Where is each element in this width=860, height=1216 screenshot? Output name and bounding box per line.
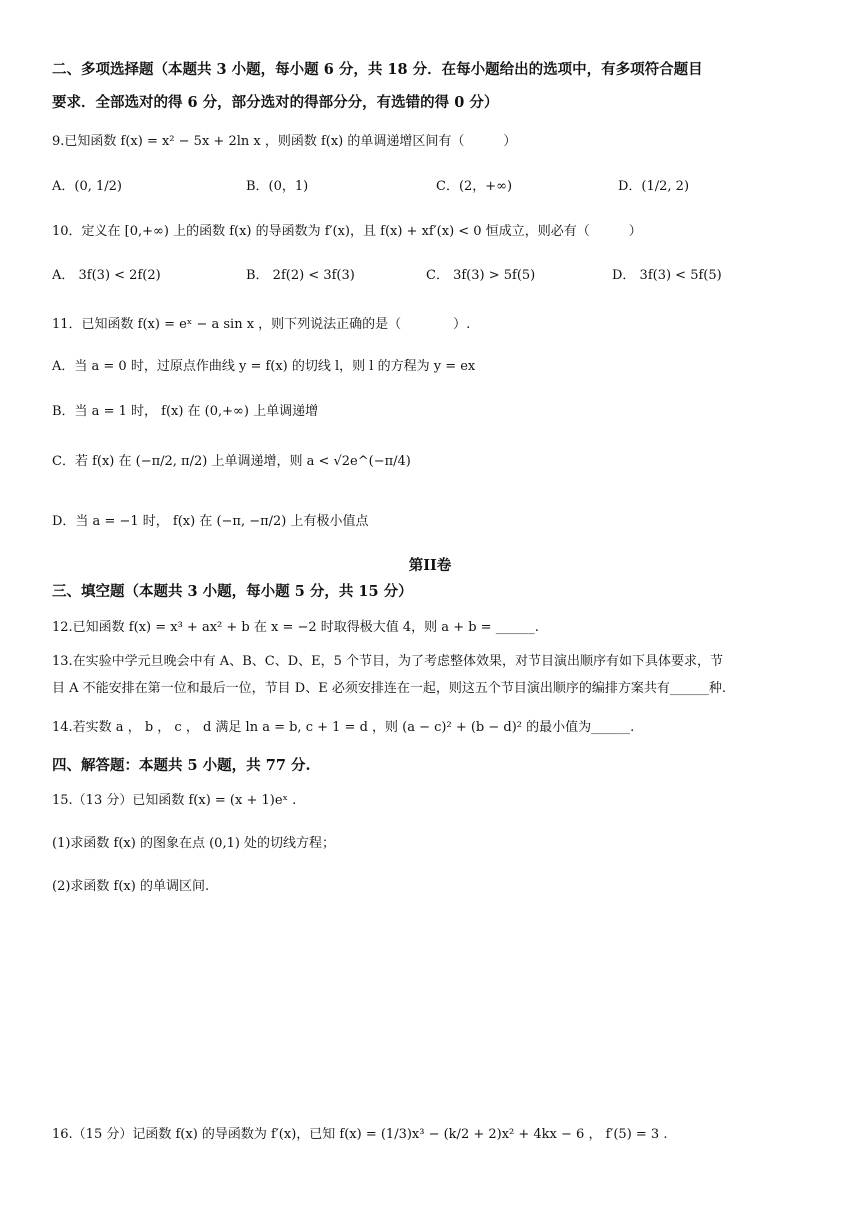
q11-option-c: C．若 f(x) 在 (−π/2, π/2) 上单调递增，则 a < √2e^(−π/4) — [52, 454, 411, 469]
q16-stem: 16.（15 分）记函数 f(x) 的导函数为 f′(x)，已知 f(x) = (1/3)x³ − (k/2 + 2)x² + 4kx − 6 ， f′(5) = 3 . — [52, 1127, 668, 1142]
q9-option-d: D．(1/2, 2) — [618, 179, 690, 194]
q9-option-b: B．(0，1) — [246, 179, 309, 194]
section3-heading: 三、填空题（本题共 3 小题，每小题 5 分，共 15 分） — [52, 583, 413, 600]
q15-part-1: (1)求函数 f(x) 的图象在点 (0,1) 处的切线方程； — [52, 836, 336, 851]
q14-stem: 14.若实数 a ， b ， c ， d 满足 ln a = b, c + 1 = d ，则 (a − c)² + (b − d)² 的最小值为______. — [52, 720, 635, 735]
q10-stem: 10．定义在 [0,+∞) 上的函数 f(x) 的导函数为 f′(x)，且 f(x) + xf′(x) < 0 恒成立，则必有（ ） — [52, 224, 642, 239]
q15-stem: 15.（13 分）已知函数 f(x) = (x + 1)eˣ . — [52, 793, 297, 808]
q10-option-b: B． 2f(2) < 3f(3) — [246, 268, 355, 283]
q9-stem: 9.已知函数 f(x) = x² − 5x + 2ln x ，则函数 f(x) 的单调递增区间有（ ） — [52, 134, 517, 149]
q15-part-2: (2)求函数 f(x) 的单调区间. — [52, 879, 210, 894]
q12-stem: 12.已知函数 f(x) = x³ + ax² + b 在 x = −2 时取得极大值 4，则 a + b = ______. — [52, 620, 539, 635]
q9-options — [52, 170, 816, 204]
q9-option-a: A．(0, 1/2) — [52, 179, 122, 194]
q9-option-c: C．(2，+∞) — [436, 179, 513, 194]
section4-heading: 四、解答题：本题共 5 小题，共 77 分. — [52, 757, 311, 774]
q10-option-a: A． 3f(3) < 2f(2) — [52, 268, 161, 283]
q11-option-a: A．当 a = 0 时，过原点作曲线 y = f(x) 的切线 l，则 l 的方程为 y = ex — [52, 359, 476, 374]
section2-heading-line2: 要求．全部选对的得 6 分，部分选对的得部分分，有选错的得 0 分） — [52, 94, 499, 111]
part2-title: 第II卷 — [408, 557, 452, 574]
q10-option-c: C． 3f(3) > 5f(5) — [426, 268, 536, 283]
q13-stem-line1: 13.在实验中学元旦晚会中有 A、B、C、D、E，5 个节目，为了考虑整体效果，对节目演出顺序有如下具体要求，节 — [52, 654, 724, 669]
q13-stem-line2: 目 A 不能安排在第一位和最后一位，节目 D、E 必须安排连在一起，则这五个节目演出顺序的编排方案共有______种. — [52, 681, 726, 696]
q11-option-d: D．当 a = −1 时， f(x) 在 (−π, −π/2) 上有极小值点 — [52, 514, 369, 529]
q11-stem: 11．已知函数 f(x) = eˣ − a sin x ，则下列说法正确的是（ ）. — [52, 317, 471, 332]
q11-option-b: B．当 a = 1 时， f(x) 在 (0,+∞) 上单调递增 — [52, 404, 319, 419]
q10-options — [52, 262, 816, 296]
q10-option-d: D． 3f(3) < 5f(5) — [612, 268, 722, 283]
section2-heading-line1: 二、多项选择题（本题共 3 小题，每小题 6 分，共 18 分．在每小题给出的选项中，有多项符合题目 — [52, 61, 703, 78]
